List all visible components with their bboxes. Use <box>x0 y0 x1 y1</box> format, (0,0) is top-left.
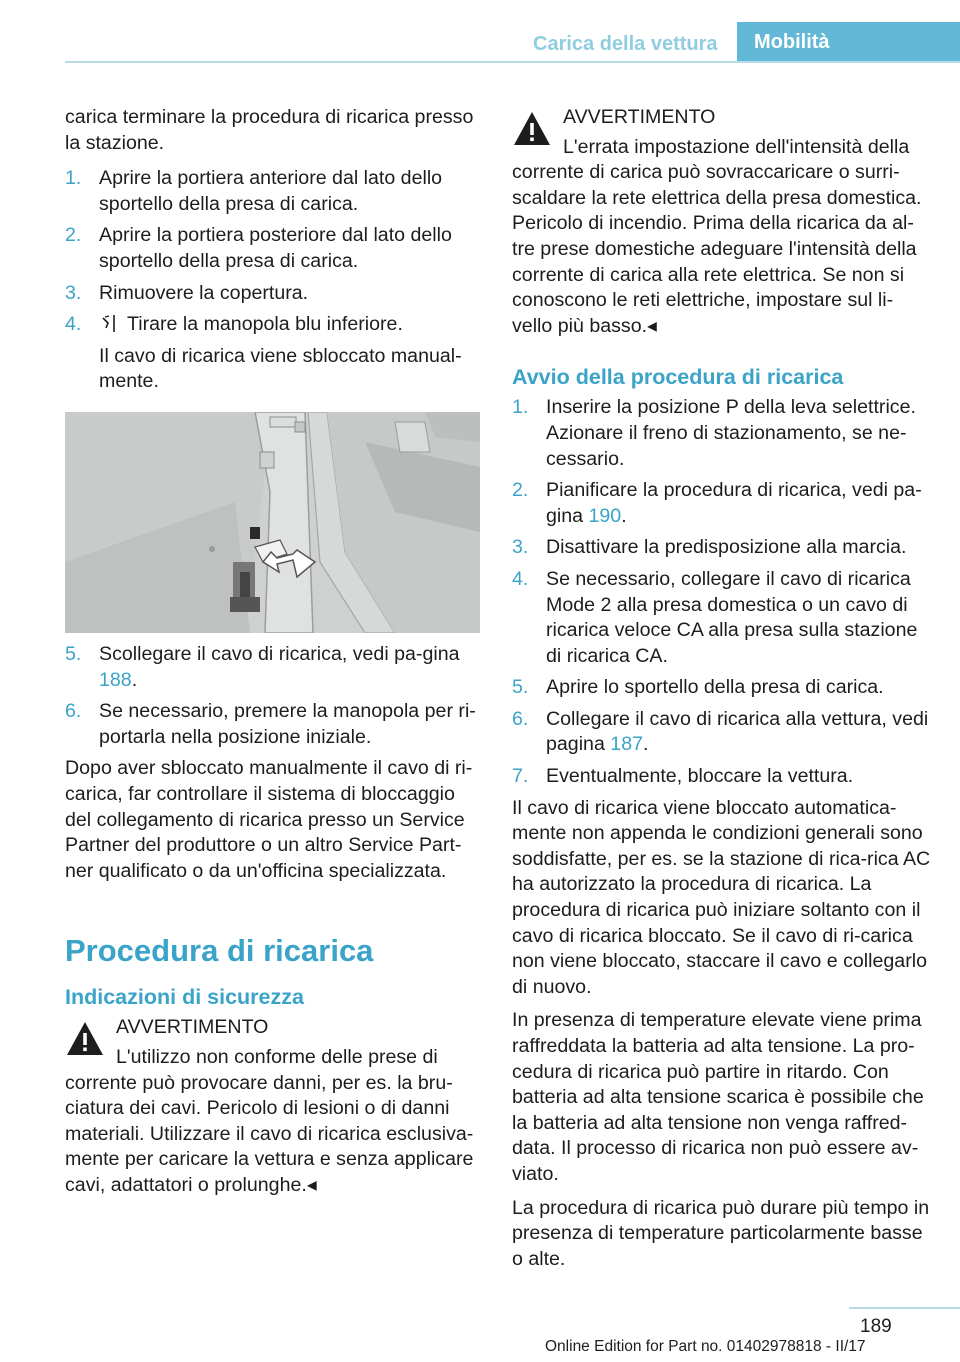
footer-rule <box>849 1307 960 1309</box>
warning-text: corrente può provocare danni, per es. la bru-ciatura dei cavi. Pericolo di lesioni o di danni materiali. Utilizzare il cavo di ricarica esclusiva-mente per caricare la vettura e senza applicare cavi, adattatori o prolunghe.◂ <box>65 1071 474 1196</box>
right-column <box>512 105 932 1272</box>
step-note: Il cavo di ricarica viene sbloccato manual-mente. <box>99 344 462 393</box>
page-link[interactable]: 188 <box>99 668 132 691</box>
door-latch-illustration <box>65 412 480 633</box>
step-item <box>65 312 480 338</box>
warning-block <box>512 105 932 339</box>
section-heading: Procedura di ricarica <box>65 933 374 969</box>
step-number: 6. <box>512 707 529 730</box>
step-number: 4. <box>512 567 529 590</box>
step-item <box>512 675 932 701</box>
edition-note: Online Edition for Part no. 01402978818 - II/17 <box>545 1338 866 1355</box>
header-rule <box>65 61 960 63</box>
step-text: Se necessario, premere la manopola per ri-portarla nella posizione iniziale. <box>99 700 476 748</box>
warning-title: AVVERTIMENTO <box>563 106 716 128</box>
body-paragraph: Il cavo di ricarica viene bloccato automatica-mente non appenda le condizioni generali sono soddisfatte, per es. se la stazione di rica-rica AC ha autorizzato la procedura di ricarica. La procedura di ricarica può iniziare soltanto con il cavo di ricarica bloccato. Se il cavo di ri-carica non viene bloccato, staccare il cavo e collegarlo di nuovo. <box>512 796 931 998</box>
step-number: 6. <box>65 700 82 723</box>
step-item <box>65 281 480 307</box>
step-text: Tirare la manopola blu inferiore. <box>127 313 403 336</box>
page-link[interactable]: 190 <box>588 504 622 527</box>
warning-block <box>65 1015 480 1198</box>
header-section-title: Carica della vettura <box>533 33 718 55</box>
step-number: 1. <box>512 396 529 419</box>
page-number: 189 <box>860 1316 892 1337</box>
warning-triangle-icon <box>65 1019 105 1059</box>
subsection-heading: Avvio della procedura di ricarica <box>512 365 844 390</box>
warning-text: corrente di carica può sovraccaricare o surri-scaldare la rete elettrica della presa domestica. Pericolo di incendio. Prima della ricarica da al-tre prese domestiche adeguare l'intensità della corrente di carica alla rete elettrica. Se non si conoscono le reti elettriche, impostare sul li-vello più basso.◂ <box>512 161 922 337</box>
step-item <box>512 535 932 561</box>
step-item <box>512 764 932 790</box>
step-text: Aprire la portiera posteriore dal lato dello sportello della presa di carica. <box>99 224 452 272</box>
step-text: Rimuovere la copertura. <box>99 281 309 304</box>
step-text: Eventualmente, bloccare la vettura. <box>546 765 854 788</box>
punctuation: . <box>643 733 649 756</box>
step-text: Se necessario, collegare il cavo di ricarica Mode 2 alla presa domestica o un cavo di ricarica veloce CA alla presa sulla stazione di ricarica CA. <box>546 567 918 667</box>
subsection-heading: Indicazioni di sicurezza <box>65 985 304 1010</box>
step-text: Inserire la posizione P della leva selettrice. Azionare il freno di stazionamento, se ne-cessario. <box>546 396 916 470</box>
unlock-paragraph: Dopo aver sbloccato manualmente il cavo di ri-carica, far controllare il sistema di bloccaggio del collegamento di ricarica presso un Service Partner del produttore o un altro Service Part-ner qualificato o da un'officina specializzata. <box>65 757 473 882</box>
step-item <box>65 223 480 274</box>
step-text: Aprire la portiera anteriore dal lato dello sportello della presa di carica. <box>99 167 443 215</box>
page-link[interactable]: 187 <box>610 733 643 756</box>
step-number: 5. <box>512 676 529 699</box>
step-text: Scollegare il cavo di ricarica, vedi pa-gina <box>99 643 460 665</box>
step-text: Disattivare la predisposizione alla marcia. <box>546 536 907 559</box>
intro-paragraph: carica terminare la procedura di ricarica presso la stazione. <box>65 106 474 154</box>
body-paragraph: In presenza di temperature elevate viene prima raffreddata la batteria ad alta tensione. La pro-cedura di ricarica può partire in ritardo. Con batteria ad alta tensione scarica è possibile che la batteria ad alta tensione non venga raffred-data. Il processo di ricarica non può essere av-viato. <box>512 1009 924 1185</box>
step-number: 5. <box>65 643 82 665</box>
warning-triangle-icon <box>512 109 552 149</box>
left-column <box>65 105 480 395</box>
step-item <box>512 567 932 669</box>
step-number: 1. <box>65 167 82 190</box>
step-number: 3. <box>65 281 82 304</box>
step-number: 4. <box>65 313 82 336</box>
step-text: Collegare il cavo di ricarica alla vettura, vedi pagina <box>546 707 929 756</box>
step-number: 3. <box>512 536 529 559</box>
step-item <box>65 166 480 217</box>
step-number: 7. <box>512 765 529 788</box>
step-item <box>512 395 932 472</box>
warning-first-line: L'errata impostazione dell'intensità della <box>563 135 910 158</box>
header-chapter-tab: Mobilità <box>737 22 960 63</box>
punctuation: . <box>621 504 627 527</box>
step-number: 2. <box>65 224 82 247</box>
step-text: Aprire lo sportello della presa di carica. <box>546 676 884 699</box>
step-item <box>65 699 480 750</box>
punctuation: . <box>131 668 138 691</box>
left-column-lower <box>65 642 480 1199</box>
body-paragraph: La procedura di ricarica può durare più tempo in presenza di temperature particolarmente basse o alte. <box>512 1196 930 1270</box>
step-item <box>512 478 932 529</box>
step-item <box>65 642 480 693</box>
warning-title: AVVERTIMENTO <box>116 1016 269 1039</box>
step-item <box>512 707 932 758</box>
warning-first-line: L'utilizzo non conforme delle prese di <box>116 1045 438 1068</box>
step-text: Pianificare la procedura di ricarica, vedi pa-gina <box>546 479 922 527</box>
step-number: 2. <box>512 479 529 502</box>
pull-handle-icon <box>99 312 121 334</box>
